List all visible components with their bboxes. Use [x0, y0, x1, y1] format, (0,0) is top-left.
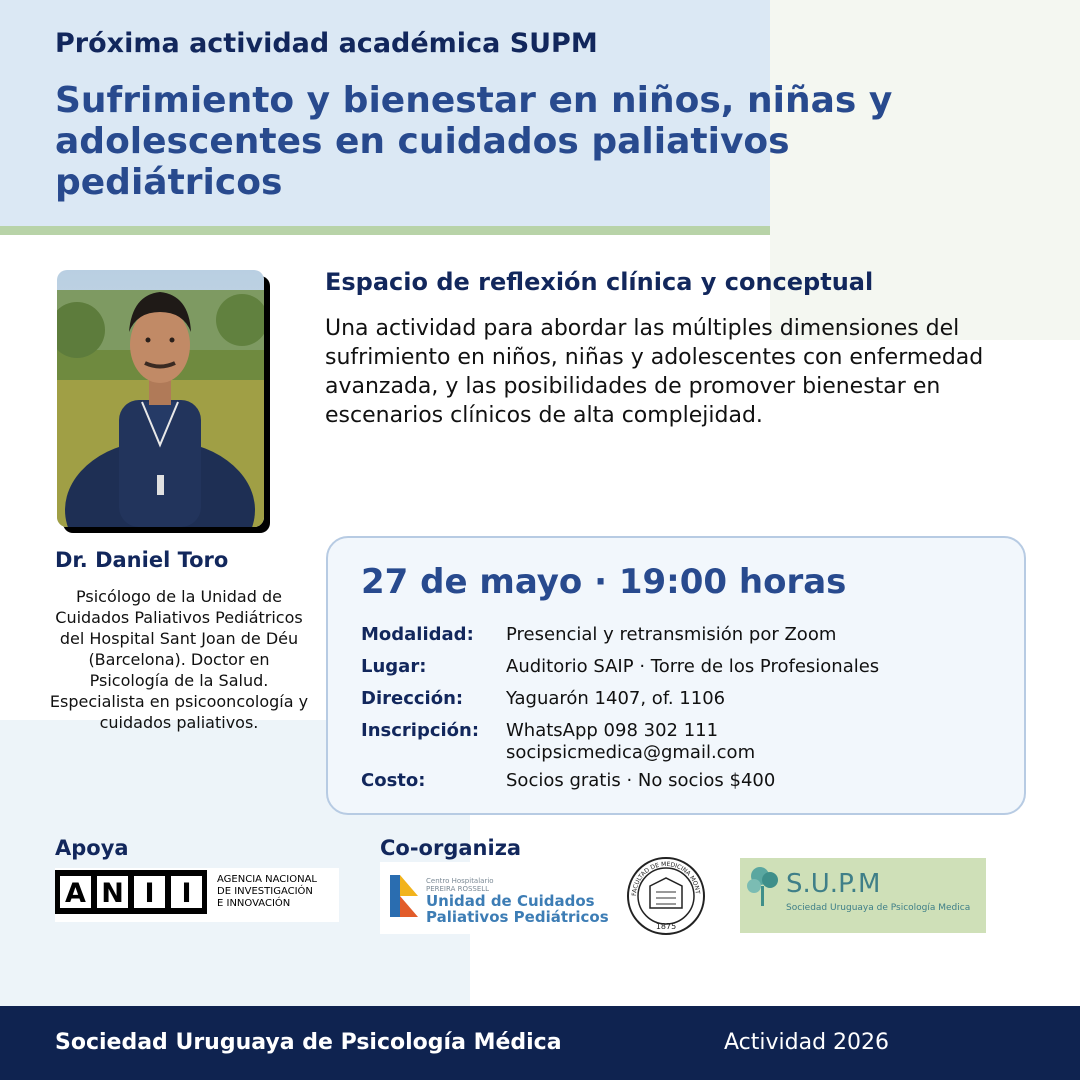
footer-organization: Sociedad Uruguaya de Psicología Médica	[55, 1030, 562, 1055]
footer-activity-year: Actividad 2026	[724, 1030, 890, 1055]
supm-logo-fullname: Sociedad Uruguaya de Psicología Medica	[786, 903, 971, 913]
anii-text-line: AGENCIA NACIONAL	[217, 874, 318, 885]
anii-logo	[55, 868, 339, 922]
detail-value: Yaguarón 1407, of. 1106	[506, 688, 726, 709]
ucpp-small-text: PEREIRA ROSSELL	[426, 885, 490, 893]
coorganizer-label: Co-organiza	[380, 836, 522, 860]
anii-text-line: DE INVESTIGACIÓN	[217, 886, 313, 897]
speaker-name: Dr. Daniel Toro	[55, 548, 229, 572]
seal-ring-text: FACULTAD DE MEDICINA MONT	[630, 860, 701, 897]
ucpp-line: Unidad de Cuidados	[426, 892, 595, 910]
speaker-bio: Psicólogo de la Unidad de Cuidados Paliativos Pediátricos del Hospital Sant Joan de Déu (Barcelona). Doctor en Psicología de la Salud. Especialista en psicooncología y cuidados paliativos.	[49, 587, 309, 732]
detail-value: Presencial y retransmisión por Zoom	[506, 624, 837, 645]
ucpp-line: Paliativos Pediátricos	[426, 908, 609, 926]
section-heading: Espacio de reflexión clínica y conceptual	[325, 268, 874, 296]
header-accent-bar	[0, 226, 770, 235]
seal-year: 1875	[655, 922, 677, 931]
ucpp-small-text: Centro Hospitalario	[426, 877, 494, 885]
detail-value: Socios gratis · No socios $400	[506, 770, 776, 791]
anii-text-line: E INNOVACIÓN	[217, 898, 291, 909]
detail-value: Auditorio SAIP · Torre de los Profesionales	[506, 656, 880, 677]
supm-logo-name: S.U.P.M	[786, 869, 881, 899]
faculty-seal-logo	[620, 856, 712, 936]
anii-letter: N	[101, 878, 124, 909]
anii-letter: I	[144, 878, 155, 909]
detail-label: Modalidad:	[361, 624, 474, 645]
event-kicker: Próxima actividad académica SUPM	[55, 28, 598, 59]
supm-logo	[740, 858, 986, 933]
detail-label: Costo:	[361, 770, 426, 791]
detail-label: Lugar:	[361, 656, 427, 677]
section-description: Una actividad para abordar las múltiples dimensiones del sufrimiento en niños, niñas y adolescentes con enfermedad avanzada, y las posibilidades de promover bienestar en escenarios clínicos de alta complejidad.	[325, 316, 984, 428]
detail-label: Inscripción:	[361, 720, 480, 741]
ucpp-logo	[380, 862, 616, 934]
event-date-time: 27 de mayo · 19:00 horas	[361, 562, 847, 602]
anii-letter: I	[181, 878, 192, 909]
detail-value: WhatsApp 098 302 111	[506, 720, 719, 741]
detail-value-email: socipsicmedica@gmail.com	[506, 742, 756, 763]
footer-bar	[0, 1006, 1080, 1080]
speaker-photo	[57, 270, 264, 527]
anii-letter: A	[65, 878, 86, 909]
detail-label: Dirección:	[361, 688, 464, 709]
support-label: Apoya	[55, 836, 129, 860]
event-title: Sufrimiento y bienestar en niños, niñas y adolescentes en cuidados paliativos pediátricos	[55, 80, 893, 203]
event-info-card	[326, 536, 1026, 815]
